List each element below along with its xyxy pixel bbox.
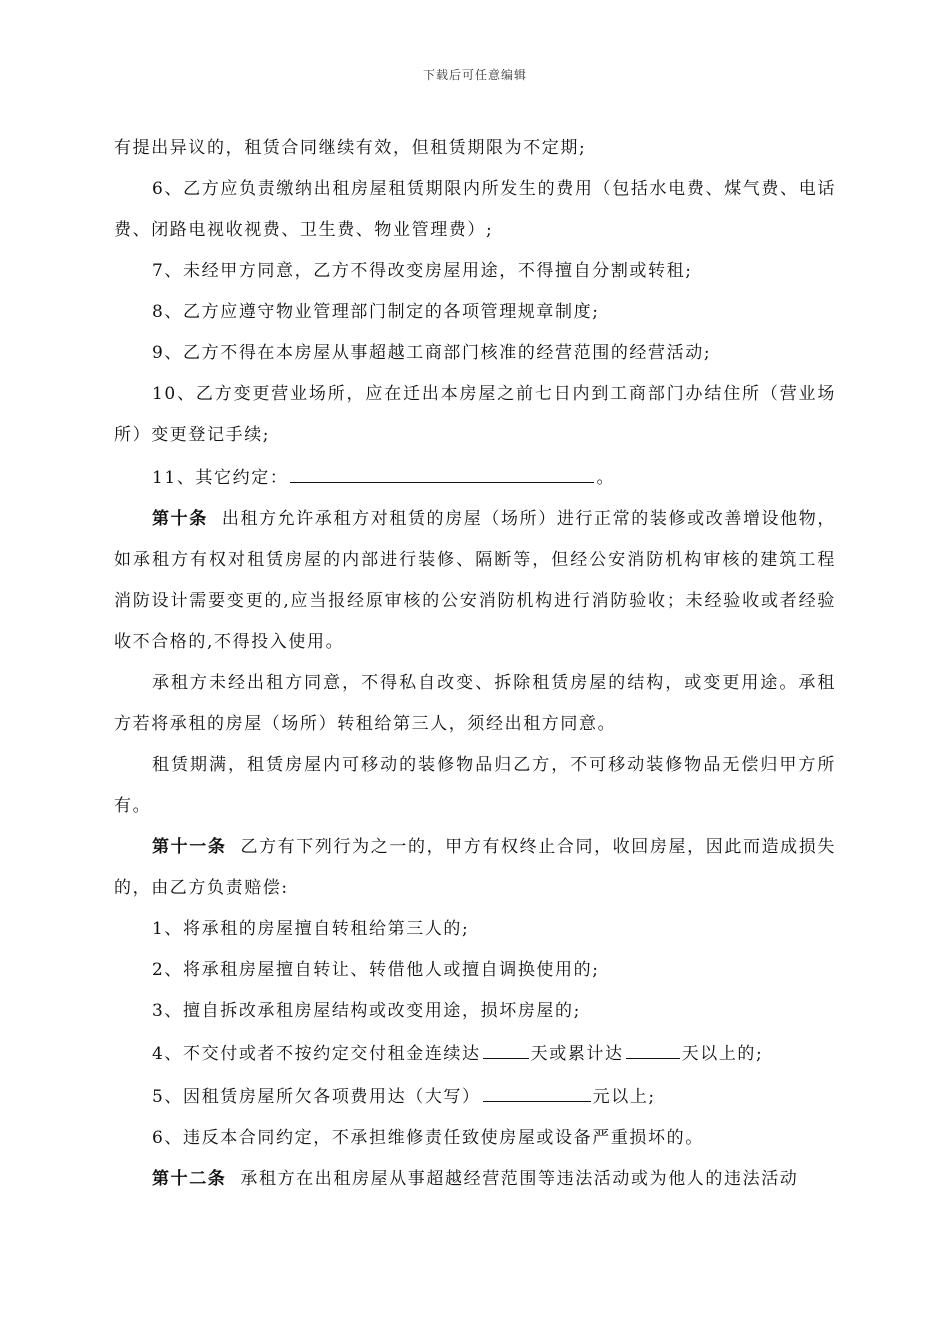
article-12 [114, 1159, 836, 1200]
clause-6: 6、乙方应负责缴纳出租房屋租赁期限内所发生的费用（包括水电费、煤气费、电话费、闭路电视收视费、卫生费、物业管理费）; [114, 179, 836, 240]
article-12-text: 承租方在出租房屋从事超越经营范围等违法活动或为他人的违法活动 [240, 1169, 799, 1189]
item-4-text-c: 天以上的; [681, 1044, 764, 1064]
days-cumulative-blank [626, 1032, 680, 1059]
clause-11-end: 。 [596, 468, 616, 488]
clause-9: 9、乙方不得在本房屋从事超越工商部门核准的经营范围的经营活动; [152, 343, 712, 363]
item-4-text-b: 天或累计达 [530, 1044, 624, 1064]
list-item [114, 1032, 836, 1075]
item-5-text-a: 5、因租赁房屋所欠各项费用达（大写） [152, 1087, 481, 1107]
list-item: 6、违反本合同约定，不承担维修责任致使房屋或设备严重损坏的。 [152, 1128, 704, 1148]
paragraph: 租赁期满，租赁房屋内可移动的装修物品归乙方，不可移动装修物品无偿归甲方所有。 [114, 755, 836, 816]
article-10-heading: 第十条 [152, 509, 208, 529]
item-5-text-b: 元以上; [592, 1087, 656, 1107]
list-item [114, 1075, 836, 1118]
article-11 [114, 827, 836, 909]
amount-blank [483, 1075, 591, 1102]
clause-11-label: 11、其它约定： [152, 468, 289, 488]
article-11-heading: 第十一条 [152, 837, 227, 857]
list-item: 3、擅自拆改承租房屋结构或改变用途，损坏房屋的; [152, 1001, 581, 1021]
paragraph: 承租方未经出租方同意，不得私自改变、拆除租赁房屋的结构，或变更用途。承租方若将承租的房屋（场所）转租给第三人，须经出租方同意。 [114, 673, 836, 734]
list-item: 2、将承租房屋擅自转让、转借他人或擅自调换使用的; [152, 960, 600, 980]
days-consecutive-blank [483, 1032, 529, 1059]
clause-10: 10、乙方变更营业场所，应在迁出本房屋之前七日内到工商部门办结住所（营业场所）变更登记手续; [114, 384, 836, 445]
article-12-heading: 第十二条 [152, 1169, 227, 1189]
clause-8: 8、乙方应遵守物业管理部门制定的各项管理规章制度; [152, 302, 600, 322]
article-11-text: 乙方有下列行为之一的，甲方有权终止合同，收回房屋，因此而造成损失的，由乙方负责赔偿: [114, 837, 836, 898]
article-10-text: 出租方允许承租方对租赁的房屋（场所）进行正常的装修或改善增设他物，如承租方有权对租赁房屋的内部进行装修、隔断等，但经公安消防机构审核的建筑工程消防设计需要变更的,应当报经原审核的公安消防机构进行消防验收；未经验收或者经验收不合格的,不得投入使用。 [114, 509, 836, 652]
clause-11 [114, 456, 836, 499]
page-header-note: 下载后可任意编辑 [422, 68, 527, 82]
list-item: 1、将承租的房屋擅自转租给第三人的; [152, 919, 470, 939]
clause-7: 7、未经甲方同意，乙方不得改变房屋用途，不得擅自分割或转租; [152, 261, 693, 281]
article-10 [114, 499, 836, 663]
paragraph: 有提出异议的，租赁合同继续有效，但租赁期限为不定期; [114, 138, 587, 158]
other-terms-blank [290, 456, 594, 483]
document-body [114, 128, 836, 1200]
item-4-text-a: 4、不交付或者不按约定交付租金连续达 [152, 1044, 481, 1064]
